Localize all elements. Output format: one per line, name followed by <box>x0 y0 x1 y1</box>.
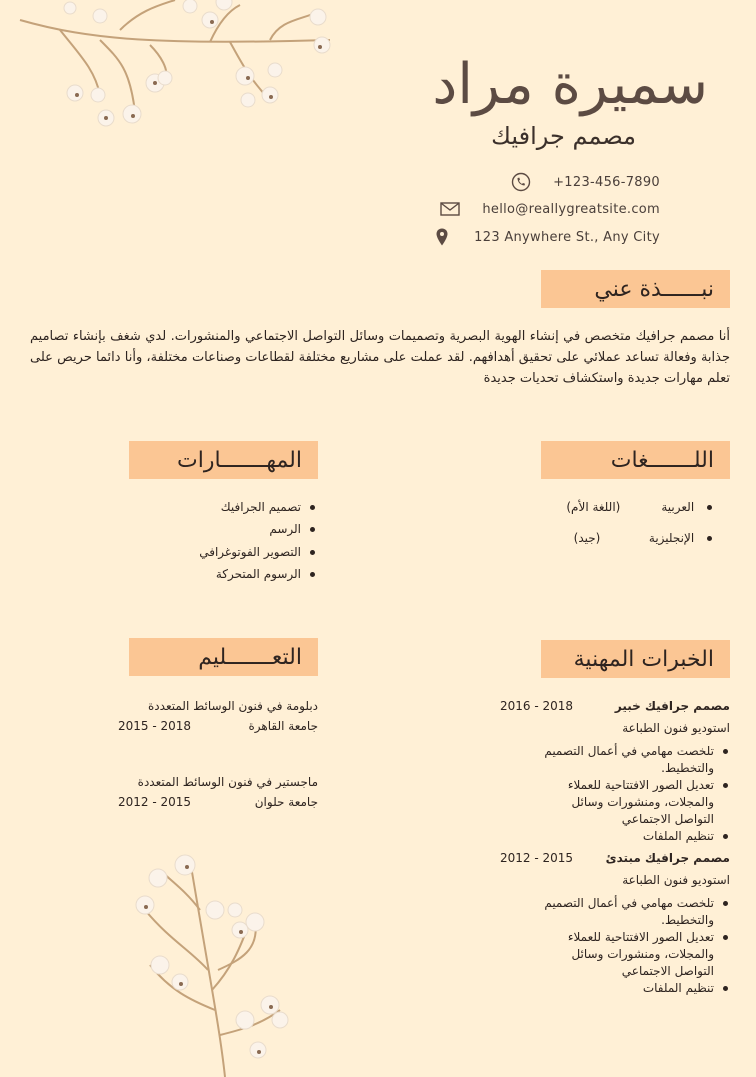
job-title: مصمم جرافيك خبير <box>614 699 730 713</box>
job-years: 2012 - 2015 <box>500 851 574 865</box>
bullet-icon <box>707 505 712 510</box>
phone-text[interactable]: +123-456-7890 <box>553 174 660 190</box>
job-task: تلخصت مهامي في أعمال التصميم والتخطيط. <box>490 743 730 777</box>
job-tasks <box>490 895 730 997</box>
job-years: 2016 - 2018 <box>500 699 574 713</box>
job-task: تنظيم الملفات <box>490 980 730 997</box>
job-tasks <box>490 743 730 845</box>
skill-label: التصوير الفوتوغرافي <box>199 545 301 559</box>
contact-email <box>482 198 660 220</box>
language-name: العربية <box>661 500 695 514</box>
bullet-icon <box>310 505 315 510</box>
bullet-icon <box>707 536 712 541</box>
education-school: جامعة القاهرة <box>248 719 318 733</box>
language-level: (اللغة الأم) <box>566 500 621 514</box>
languages-heading: اللـــــــغات <box>541 441 730 479</box>
flower-branch-top-left-decoration <box>0 0 335 130</box>
contact-phone <box>553 171 660 193</box>
about-text: أنا مصمم جرافيك متخصص في إنشاء الهوية البصرية وتصميمات وسائل التواصل الاجتماعي والمنشورات. لدي شغف بإنشاء تصاميم جذابة وفعالة تساعد عملائي على تحقيق أهدافهم. لقد عملت على مشاريع مختلفة لقطاعات وصناعات مختلفة، وأنا دائما حريص على تعلم مهارات جديدة واستكشاف تحديات جديدة <box>30 329 730 386</box>
bullet-icon <box>310 527 315 532</box>
education-heading: التعـــــــليم <box>129 638 318 676</box>
job-task: تعديل الصور الافتتاحية للعملاء والمجلات، ومنشورات وسائل التواصل الاجتماعي <box>490 929 730 980</box>
phone-icon <box>511 172 531 192</box>
mail-icon <box>440 199 460 219</box>
education-years: 2012 - 2015 <box>118 795 192 809</box>
skills-heading: المهـــــــارات <box>129 441 318 479</box>
address-text: 123 Anywhere St., Any City <box>474 229 660 245</box>
education-years: 2015 - 2018 <box>118 719 192 733</box>
education-degree: ماجستير في فنون الوسائط المتعددة <box>137 775 318 789</box>
job-task: تلخصت مهامي في أعمال التصميم والتخطيط. <box>490 895 730 929</box>
email-text[interactable]: hello@reallygreatsite.com <box>482 201 660 217</box>
contact-address <box>474 226 660 248</box>
education-entry <box>118 699 318 733</box>
education-degree: دبلومة في فنون الوسائط المتعددة <box>148 699 318 713</box>
job-company: استوديو فنون الطباعة <box>622 873 730 887</box>
language-name: الإنجليزية <box>648 531 695 545</box>
language-item <box>537 531 712 551</box>
skill-label: الرسم <box>269 522 301 536</box>
education-entry <box>118 775 318 809</box>
experience-heading: الخبرات المهنية <box>541 640 730 678</box>
job-task: تنظيم الملفات <box>490 828 730 845</box>
job-title: مصمم جرافيك مبتدئ <box>605 851 730 865</box>
language-level: (جيد) <box>573 531 601 545</box>
job-task: تعديل الصور الافتتاحية للعملاء والمجلات، ومنشورات وسائل التواصل الاجتماعي <box>490 777 730 828</box>
bullet-icon <box>310 550 315 555</box>
skill-label: تصميم الجرافيك <box>220 500 301 514</box>
flower-branch-bottom-decoration <box>130 850 310 1077</box>
skill-item <box>199 545 315 565</box>
bullet-icon <box>310 572 315 577</box>
education-school: جامعة حلوان <box>254 795 318 809</box>
job-company: استوديو فنون الطباعة <box>622 721 730 735</box>
skill-item <box>216 567 315 587</box>
job-role: مصمم جرافيك <box>491 122 636 150</box>
skill-item <box>269 522 315 542</box>
location-pin-icon <box>432 227 452 247</box>
job-entry <box>490 699 730 845</box>
job-entry <box>490 851 730 997</box>
about-heading: نبــــــذة عني <box>541 270 730 308</box>
person-name: سميرة مراد <box>432 52 708 117</box>
skill-label: الرسوم المتحركة <box>215 567 301 581</box>
language-item <box>537 500 712 520</box>
skill-item <box>221 500 315 520</box>
